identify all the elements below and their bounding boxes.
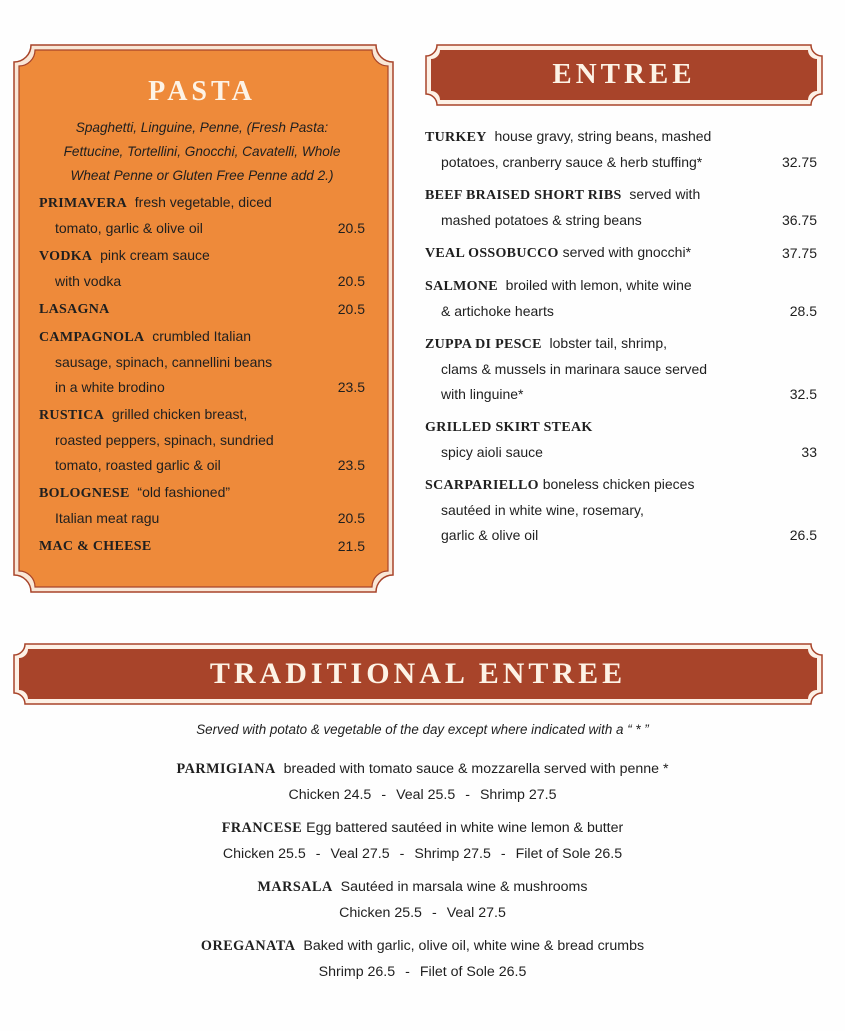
separator: - — [500, 846, 506, 862]
item-option: Veal 27.5 — [330, 846, 390, 862]
item-name: SALMONE — [425, 279, 498, 294]
item-name: BOLOGNESE — [39, 486, 130, 501]
item-desc: mashed potatoes & string beans — [441, 212, 642, 228]
trad-item-parmigiana — [0, 756, 845, 808]
item-price: 20.5 — [337, 301, 365, 317]
item-desc: Egg battered sautéed in white wine lemon & butter — [306, 820, 624, 836]
item-option: Veal 27.5 — [446, 905, 506, 921]
entree-list — [425, 124, 817, 555]
pasta-intro-line: Fettucine, Tortellini, Gnocchi, Cavatelli, Whole — [63, 144, 341, 159]
traditional-title: TRADITIONAL ENTREE — [209, 657, 627, 690]
item-desc: tomato, garlic & olive oil — [55, 220, 203, 236]
item-price: 32.75 — [781, 154, 817, 170]
entree-item-turkey — [425, 124, 817, 175]
item-option: Shrimp 26.5 — [318, 964, 396, 980]
item-desc: crumbled Italian — [152, 328, 252, 344]
item-desc: grilled chicken breast, — [111, 406, 248, 422]
item-option: Veal 25.5 — [396, 787, 456, 803]
pasta-item-primavera — [39, 190, 365, 241]
entree-item-ossobucco — [425, 240, 817, 266]
separator: - — [405, 964, 410, 980]
item-desc: served with — [629, 186, 701, 202]
item-desc: sausage, spinach, cannellini beans — [55, 354, 273, 370]
trad-item-marsala — [0, 874, 845, 926]
item-desc: breaded with tomato sauce & mozzarella served with penne * — [283, 761, 669, 777]
pasta-item-vodka — [39, 243, 365, 294]
pasta-intro — [39, 116, 365, 188]
item-price: 32.5 — [789, 386, 817, 402]
item-name: OREGANATA — [200, 938, 296, 954]
item-option: Chicken 25.5 — [339, 905, 422, 921]
item-name: PARMIGIANA — [176, 761, 276, 777]
item-desc: in a white brodino — [55, 379, 165, 395]
item-desc: sautéed in white wine, rosemary, — [441, 502, 644, 518]
pasta-title: PASTA — [148, 76, 256, 107]
item-desc: Sautéed in marsala wine & mushrooms — [340, 879, 588, 895]
traditional-list — [0, 756, 845, 992]
pasta-item-mac-cheese — [39, 533, 365, 559]
item-desc: with vodka — [55, 273, 122, 289]
item-desc: Baked with garlic, olive oil, white wine & bread crumbs — [303, 938, 645, 954]
item-desc: house gravy, string beans, mashed — [494, 128, 712, 144]
item-desc: lobster tail, shrimp, — [549, 335, 667, 351]
pasta-item-lasagna — [39, 296, 365, 322]
separator: - — [431, 905, 437, 921]
item-desc: clams & mussels in marinara sauce served — [441, 361, 708, 377]
item-price: 33 — [801, 444, 817, 460]
item-desc: potatoes, cranberry sauce & herb stuffing* — [441, 154, 703, 170]
item-price: 20.5 — [337, 510, 365, 526]
item-desc: pink cream sauce — [100, 247, 210, 263]
item-price: 21.5 — [337, 538, 365, 554]
item-desc: tomato, roasted garlic & oil — [55, 457, 221, 473]
item-options — [0, 782, 845, 808]
item-desc: Italian meat ragu — [55, 510, 160, 526]
entree-item-short-ribs — [425, 182, 817, 233]
item-price: 20.5 — [337, 220, 365, 236]
item-options — [0, 841, 845, 867]
item-name: VEAL OSSOBUCCO — [425, 246, 559, 261]
item-desc: with linguine* — [441, 386, 524, 402]
pasta-item-rustica — [39, 402, 365, 478]
item-price: 20.5 — [337, 273, 365, 289]
item-option: Shrimp 27.5 — [479, 787, 557, 803]
item-price: 23.5 — [337, 457, 365, 473]
item-options — [0, 900, 845, 926]
item-option: Shrimp 27.5 — [414, 846, 491, 862]
item-name: RUSTICA — [39, 408, 105, 423]
item-name: TURKEY — [425, 130, 487, 145]
item-desc: boneless chicken pieces — [542, 476, 695, 492]
entree-item-skirt-steak — [425, 414, 817, 465]
separator: - — [315, 846, 321, 862]
item-desc: & artichoke hearts — [441, 303, 554, 319]
separator: - — [381, 787, 387, 803]
trad-item-oreganata — [0, 933, 845, 985]
item-option: Chicken 24.5 — [288, 787, 372, 803]
item-name: GRILLED SKIRT STEAK — [425, 420, 593, 435]
entree-banner — [425, 44, 823, 106]
item-desc: broiled with lemon, white wine — [505, 277, 692, 293]
entree-item-scarpariello — [425, 472, 817, 548]
item-name: MAC & CHEESE — [39, 539, 152, 554]
item-name: PRIMAVERA — [39, 196, 127, 211]
entree-title: ENTREE — [552, 58, 696, 90]
item-name: ZUPPA DI PESCE — [425, 337, 542, 352]
item-name: FRANCESE — [221, 820, 303, 836]
item-option: Filet of Sole 26.5 — [515, 846, 623, 862]
trad-item-francese — [0, 815, 845, 867]
item-desc: fresh vegetable, diced — [134, 194, 272, 210]
pasta-intro-line: Wheat Penne or Gluten Free Penne add 2.) — [70, 168, 334, 183]
item-name: MARSALA — [257, 879, 333, 895]
item-desc: served with gnocchi* — [562, 244, 692, 260]
pasta-intro-line: Spaghetti, Linguine, Penne, (Fresh Pasta: — [75, 120, 329, 135]
entree-item-salmone — [425, 273, 817, 324]
separator: - — [399, 846, 405, 862]
pasta-item-bolognese — [39, 480, 365, 531]
item-name: BEEF BRAISED SHORT RIBS — [425, 188, 622, 203]
item-name: LASAGNA — [39, 302, 110, 317]
item-option: Filet of Sole 26.5 — [419, 964, 527, 980]
item-desc: spicy aioli sauce — [441, 444, 543, 460]
item-desc: “old fashioned” — [137, 484, 231, 500]
item-price: 23.5 — [337, 379, 365, 395]
item-desc: garlic & olive oil — [441, 527, 539, 543]
traditional-banner — [13, 643, 823, 705]
item-name: CAMPAGNOLA — [39, 330, 145, 345]
item-name: SCARPARIELLO — [425, 478, 539, 493]
item-desc: roasted peppers, spinach, sundried — [55, 432, 274, 448]
item-options — [0, 959, 845, 985]
item-price: 28.5 — [789, 303, 817, 319]
pasta-panel — [13, 44, 394, 593]
item-name: VODKA — [39, 249, 93, 264]
item-price: 37.75 — [781, 245, 817, 261]
item-price: 36.75 — [781, 212, 817, 228]
item-price: 26.5 — [789, 527, 817, 543]
pasta-item-campagnola — [39, 324, 365, 400]
item-option: Chicken 25.5 — [222, 846, 306, 862]
separator: - — [465, 787, 470, 803]
entree-item-zuppa — [425, 331, 817, 407]
traditional-note: Served with potato & vegetable of the day except where indicated with a “ * ” — [196, 722, 649, 737]
